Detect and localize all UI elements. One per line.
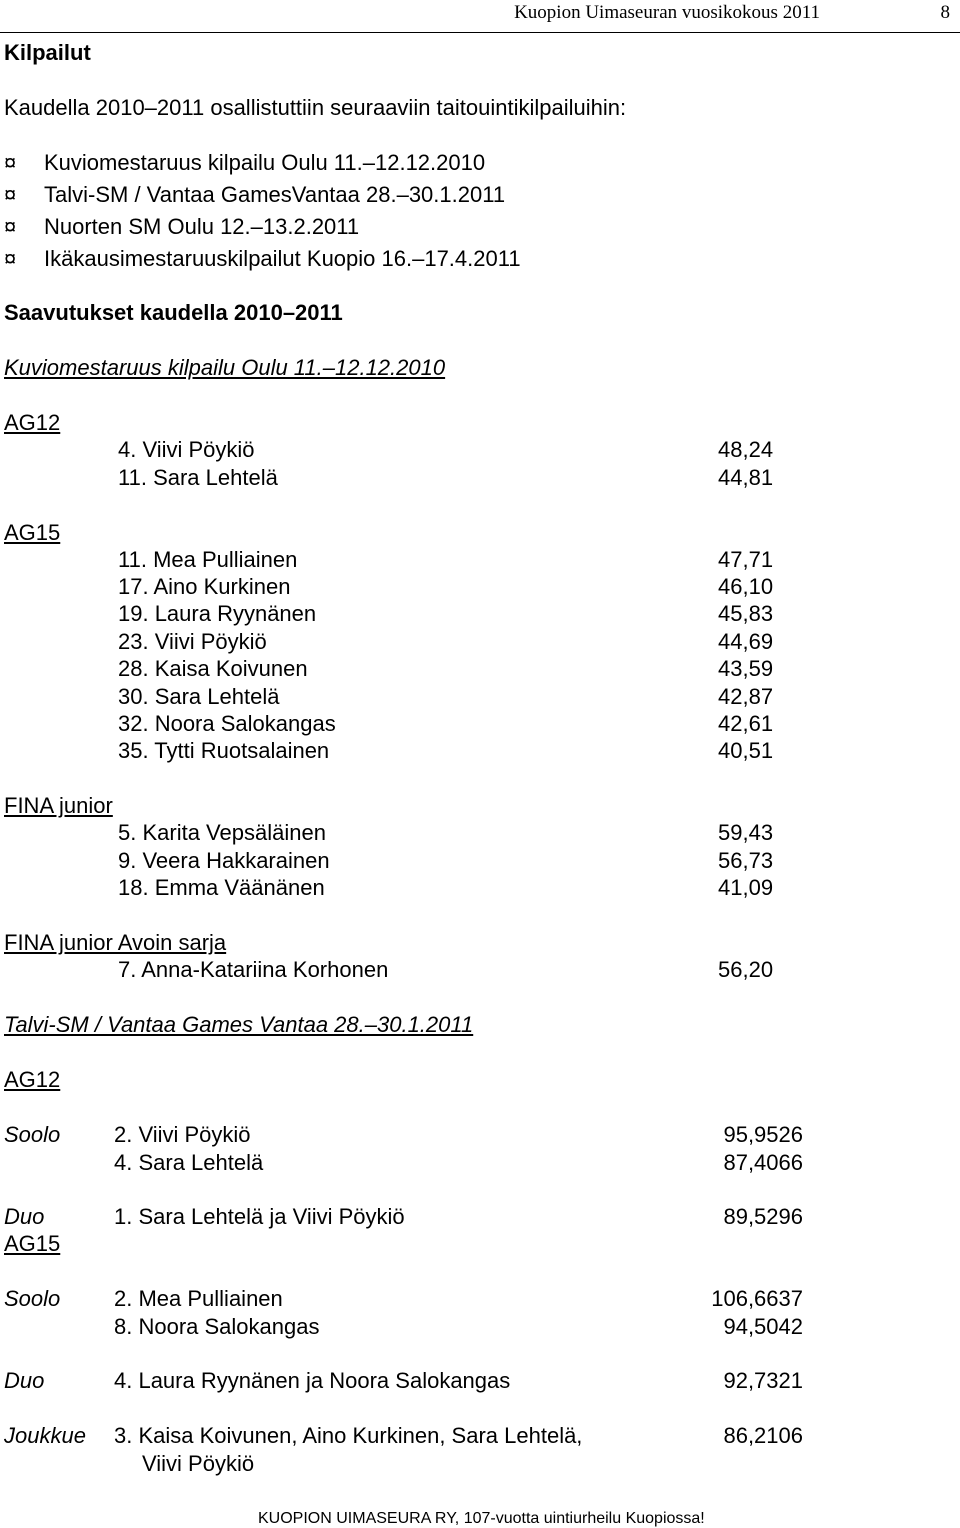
result-score: 40,51 [718,738,774,763]
result-name: 28. Kaisa Koivunen [118,656,308,681]
result-name: 11. Mea Pulliainen [118,547,298,572]
section-heading: Kilpailut [4,40,91,65]
category-label: AG15 [4,1231,61,1256]
event-label: Soolo [4,1286,61,1311]
event-label: Joukkue [4,1423,86,1448]
competition-item: Ikäkausimestaruuskilpailut Kuopio 16.–17.4.2011 [44,246,521,271]
result-score: 87,4066 [723,1150,803,1175]
document-title: Kuopion Uimaseuran vuosikokous 2011 [514,2,820,23]
result-name: 32. Noora Salokangas [118,711,336,736]
bullet-icon: ¤ [4,150,17,175]
result-name: 2. Viivi Pöykiö [114,1122,251,1147]
category-label: AG15 [4,520,61,545]
result-score: 45,83 [718,601,774,626]
result-name: 4. Sara Lehtelä [114,1150,264,1175]
result-score: 47,71 [718,547,774,572]
event-label: Duo [4,1204,45,1229]
bullet-icon: ¤ [4,214,17,239]
achievements-heading: Saavutukset kaudella 2010–2011 [4,300,343,325]
result-name: 5. Karita Vepsäläinen [118,820,326,845]
result-score: 92,7321 [723,1368,803,1393]
result-name: 30. Sara Lehtelä [118,684,280,709]
result-score: 95,9526 [723,1122,803,1147]
result-name: 4. Viivi Pöykiö [118,437,255,462]
intro-text: Kaudella 2010–2011 osallistuttiin seuraaviin taitouintikilpailuihin: [4,95,627,120]
result-name: 1. Sara Lehtelä ja Viivi Pöykiö [114,1204,405,1229]
result-score: 41,09 [718,875,774,900]
competition-title: Kuviomestaruus kilpailu Oulu 11.–12.12.2010 [4,355,446,380]
result-score: 56,73 [718,848,774,873]
bullet-icon: ¤ [4,182,17,207]
result-score: 42,61 [718,711,774,736]
result-name: 3. Kaisa Koivunen, Aino Kurkinen, Sara Lehtelä, [114,1423,583,1448]
category-label: FINA junior Avoin sarja [4,930,227,955]
result-name: 11. Sara Lehtelä [118,465,278,490]
result-score: 86,2106 [723,1423,803,1448]
result-score: 59,43 [718,820,774,845]
category-label: AG12 [4,410,61,435]
result-score: 94,5042 [723,1314,803,1339]
result-score: 106,6637 [711,1286,803,1311]
result-name: 4. Laura Ryynänen ja Noora Salokangas [114,1368,511,1393]
result-name: 2. Mea Pulliainen [114,1286,283,1311]
category-label: AG12 [4,1067,61,1092]
result-score: 46,10 [718,574,774,599]
result-name: 18. Emma Väänänen [118,875,325,900]
result-score: 56,20 [718,957,774,982]
page-footer: KUOPION UIMASEURA RY, 107-vuotta uintiurheilu Kuopiossa! [258,1510,705,1527]
result-score: 89,5296 [723,1204,803,1229]
result-score: 42,87 [718,684,774,709]
event-label: Soolo [4,1122,61,1147]
page-header [0,0,960,33]
category-label: FINA junior [4,793,113,818]
competition-item: Nuorten SM Oulu 12.–13.2.2011 [44,214,360,239]
result-name: 8. Noora Salokangas [114,1314,320,1339]
page-number: 8 [940,2,950,23]
result-name: 9. Veera Hakkarainen [118,848,330,873]
result-name: 19. Laura Ryynänen [118,601,317,626]
result-score: 43,59 [718,656,774,681]
result-score: 44,69 [718,629,774,654]
competition-title: Talvi-SM / Vantaa Games Vantaa 28.–30.1.2011 [4,1012,474,1037]
result-score: 48,24 [718,437,774,462]
competition-item: Kuviomestaruus kilpailu Oulu 11.–12.12.2010 [44,150,486,175]
competition-item: Talvi-SM / Vantaa GamesVantaa 28.–30.1.2011 [44,182,506,207]
event-label: Duo [4,1368,45,1393]
result-score: 44,81 [718,465,774,490]
bullet-icon: ¤ [4,246,17,271]
result-name: 35. Tytti Ruotsalainen [118,738,330,763]
result-name: 23. Viivi Pöykiö [118,629,267,654]
result-name: 7. Anna-Katariina Korhonen [118,957,389,982]
result-name-continued: Viivi Pöykiö [142,1451,255,1476]
result-name: 17. Aino Kurkinen [118,574,291,599]
